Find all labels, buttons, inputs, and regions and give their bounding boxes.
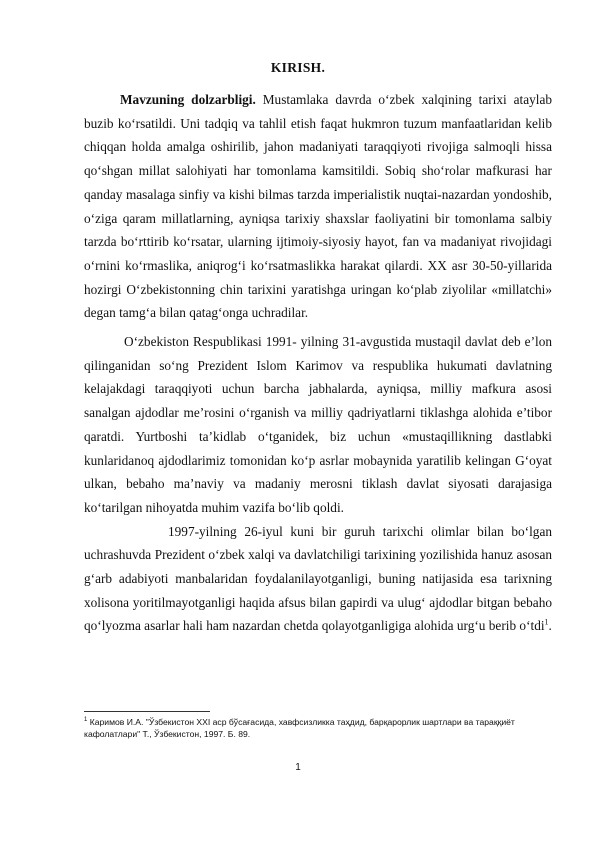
- section-heading: Mavzuning dolzarbligi.: [120, 92, 256, 107]
- paragraph-3: [84, 520, 552, 639]
- paragraph-1-text: Mustamlaka davrda o‘zbek xalqining tarixi ataylab buzib ko‘rsatildi. Uni tadqiq va tahlil etish faqat hukmron tuzum manfaatlaridan kelib chiqqan holda amalga oshirilib, jahon madaniyati taraqqiyoti rivojiga salmoqli hissa qo‘shgan millat salohiyati har tomonlama kamsitildi. Sobiq sho‘rolar mafkurasi har qanday masalaga sinfiy va kishi bilmas tarzda imperialistik nuqtai-nazardan yondoshib, o‘ziga qaram millatlarning, ayniqsa tarixiy shaxslar faoliyatini bir tomonlama salbiy tarzda bo‘rttirib ko‘rsatar, ularning ijtimoiy-siyosiy hayot, fan va madaniyat rivojidagi o‘rnini ko‘rmaslika, aniqrog‘i ko‘rsatmaslikka harakat qilardi. XX asr 30-50-yillarida hozirgi O‘zbekistonning chin tarixini yaratishga uringan ko‘plab ziyolilar «millatchi» degan tamg‘a bilan qatag‘onga uchradilar.: [84, 92, 552, 321]
- footnote-reference[interactable]: 1: [544, 618, 549, 628]
- body-text: [84, 88, 552, 638]
- paragraph-3-text: 1997-yilning 26-iyul kuni bir guruh tarixchi olimlar bilan bo‘lgan uchrashuvda Prezident o‘zbek xalqi va davlatchiligi tarixining yozilishida hanuz asosan g‘arb adabiyoti manbalaridan foydalanilayotganligi, buning natijasida esa tarixning xolisona yoritilmayotganligi haqida afsus bilan gapirdi va ulug‘ ajdodlar bitgan bebaho qo‘lyozma asarlar hali ham nazardan chetda qolayotganligiga alohida urg‘u berib o‘tdi: [84, 523, 552, 634]
- footnote-divider: [84, 711, 210, 712]
- paragraph-3-end: .: [548, 618, 552, 634]
- page-title: KIRISH.: [270, 60, 326, 75]
- paragraph-2: O‘zbekiston Respublikasi 1991- yilning 31-avgustida mustaqil davlat deb e’lon qilinganidan so‘ng Prezident Islom Karimov va respublika hukumati davlatning kelajakdagi taraqqiyoti uchun barcha jabhalarda, ayniqsa, milliy mafkura asosi sanalgan ajdodlar me’rosini o‘rganish va milliy qadriyatlarni tiklashga alohida e’tibor qaratdi. Yurtboshi ta’kidlab o‘tganidek, biz uchun «mustaqillikning dastlabki kunlaridanoq ajdodlarimiz tomonidan ko‘p asrlar mobaynida yaratilib kelingan G‘oyat ulkan, bebaho ma’naviy va madaniy merosni tiklash davlat siyosati darajasiga ko‘tarilgan nihoyatda muhim vazifa bo‘lib qoldi.: [84, 334, 552, 515]
- paragraph-1: [84, 88, 552, 325]
- footnote-marker: 1: [84, 717, 88, 724]
- page-number: 1: [295, 762, 301, 773]
- footnote: [84, 716, 554, 740]
- footnote-text: Каримов И.А. "Ўзбекистон XXI аср бўсағасида, хавфсизликка таҳдид, барқарорлик шартлари ва тараққиёт кафолатлари" Т., Ўзбекистон, 1997. Б. 89.: [84, 717, 515, 739]
